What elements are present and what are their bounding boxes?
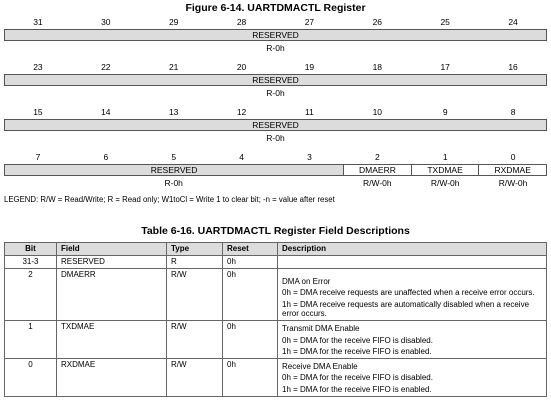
description-line: 1h = DMA for the receive FIFO is enabled. — [282, 347, 432, 357]
cell-reset: 0h — [223, 268, 278, 320]
legend: LEGEND: R/W = Read/Write; R = Read only; W1toCl = Write 1 to clear bit; -n = value after reset — [4, 195, 335, 204]
bit-number: 17 — [440, 62, 450, 72]
bit-numbers-row — [4, 107, 547, 117]
access-type: R/W-0h — [498, 178, 528, 188]
field-reserved: RESERVED — [252, 119, 299, 130]
cell-field: RXDMAE — [57, 358, 167, 396]
bit-number: 5 — [171, 152, 177, 162]
bit-number: 10 — [372, 107, 383, 117]
bit-numbers-row — [4, 62, 547, 72]
register-field-bar — [4, 119, 547, 131]
cell-type: R/W — [167, 320, 223, 358]
access-type: R/W-0h — [430, 178, 460, 188]
cell-reset: 0h — [223, 320, 278, 358]
bit-number: 23 — [33, 62, 43, 72]
bit-number: 2 — [374, 152, 380, 162]
table-row — [5, 320, 547, 358]
cell-bit: 31-3 — [5, 256, 57, 269]
bit-number: 12 — [236, 107, 247, 117]
description-line: 1h = DMA for the receive FIFO is enabled. — [282, 384, 432, 394]
cell-type: R/W — [167, 268, 223, 320]
bit-number: 3 — [307, 152, 312, 162]
bit-number: 9 — [442, 107, 448, 117]
cell-field: RESERVED — [57, 256, 167, 269]
bit-numbers-row — [4, 152, 547, 162]
bit-number: 22 — [101, 62, 111, 72]
bit-number: 21 — [168, 62, 179, 72]
bit-number: 1 — [442, 152, 448, 162]
field-reserved: RESERVED — [150, 164, 198, 175]
table-row — [5, 256, 547, 269]
description-line: 0h = DMA for the receive FIFO is disabled. — [282, 335, 433, 345]
access-row — [4, 43, 547, 53]
description-line: Receive DMA Enable — [282, 361, 358, 371]
description-line: 0h = DMA for the receive FIFO is disabled. — [282, 373, 433, 383]
description-line: Transmit DMA Enable — [282, 323, 360, 333]
table-row — [5, 358, 547, 396]
bit-number: 6 — [103, 152, 109, 162]
access-type: R/W-0h — [362, 178, 392, 188]
bit-number: 4 — [239, 152, 244, 162]
access-row — [4, 178, 547, 188]
bit-number: 26 — [372, 17, 383, 27]
column-header: Reset — [223, 243, 278, 256]
bit-number: 0 — [510, 152, 516, 162]
description-line: 0h = DMA receive requests are unaffected when a receive error occurs. — [282, 288, 535, 298]
bit-number: 16 — [508, 62, 518, 72]
bit-number: 30 — [101, 17, 111, 27]
bit-number: 27 — [304, 17, 315, 27]
column-header: Type — [167, 243, 223, 256]
field-dmaerr: DMAERR — [343, 165, 411, 175]
register-field-bar — [4, 74, 547, 86]
cell-description — [278, 256, 547, 269]
register-field-bar — [4, 164, 547, 176]
bit-number: 25 — [440, 17, 450, 27]
bit-number: 24 — [508, 17, 518, 27]
access-row — [4, 88, 547, 98]
bit-numbers-row — [4, 17, 547, 27]
access-type: R-0h — [266, 133, 285, 143]
description-line: DMA on Error — [282, 276, 331, 286]
bit-number: 13 — [168, 107, 179, 117]
access-type: R-0h — [164, 178, 183, 188]
bit-number: 28 — [236, 17, 247, 27]
field-descriptions-table — [4, 242, 547, 397]
cell-bit: 0 — [5, 358, 57, 396]
cell-field: TXDMAE — [57, 320, 167, 358]
cell-bit: 2 — [5, 268, 57, 320]
cell-bit: 1 — [5, 320, 57, 358]
bit-number: 29 — [168, 17, 179, 27]
cell-description — [278, 268, 547, 320]
figure-title: Figure 6-14. UARTDMACTL Register — [185, 2, 366, 14]
column-header: Field — [57, 243, 167, 256]
register-field-bar — [4, 29, 547, 41]
access-type: R-0h — [266, 43, 285, 53]
bit-number: 14 — [101, 107, 111, 117]
table-header-row — [5, 243, 547, 256]
cell-reset: 0h — [223, 358, 278, 396]
cell-reset: 0h — [223, 256, 278, 269]
bit-number: 7 — [35, 152, 41, 162]
cell-type: R/W — [167, 358, 223, 396]
description-line: 1h = DMA receive requests are automatically disabled when a receive error occurs. — [282, 299, 530, 319]
table-title: Table 6-16. UARTDMACTL Register Field Descriptions — [141, 225, 410, 237]
field-txdmae: TXDMAE — [411, 165, 479, 175]
cell-type: R — [167, 256, 223, 269]
cell-description — [278, 320, 547, 358]
cell-field: DMAERR — [57, 268, 167, 320]
column-header: Description — [278, 243, 547, 256]
table-row — [5, 268, 547, 320]
access-row — [4, 133, 547, 143]
cell-description — [278, 358, 547, 396]
field-reserved: RESERVED — [252, 29, 299, 40]
access-type: R-0h — [266, 88, 285, 98]
column-header: Bit — [5, 243, 57, 256]
bit-number: 31 — [33, 17, 43, 27]
field-rxdmae: RXDMAE — [478, 165, 546, 175]
field-reserved: RESERVED — [252, 74, 299, 85]
bit-number: 8 — [510, 107, 516, 117]
bit-number: 18 — [372, 62, 383, 72]
bit-number: 19 — [304, 62, 315, 72]
bit-number: 20 — [236, 62, 247, 72]
bit-number: 15 — [33, 107, 43, 117]
bit-number: 11 — [305, 107, 314, 117]
